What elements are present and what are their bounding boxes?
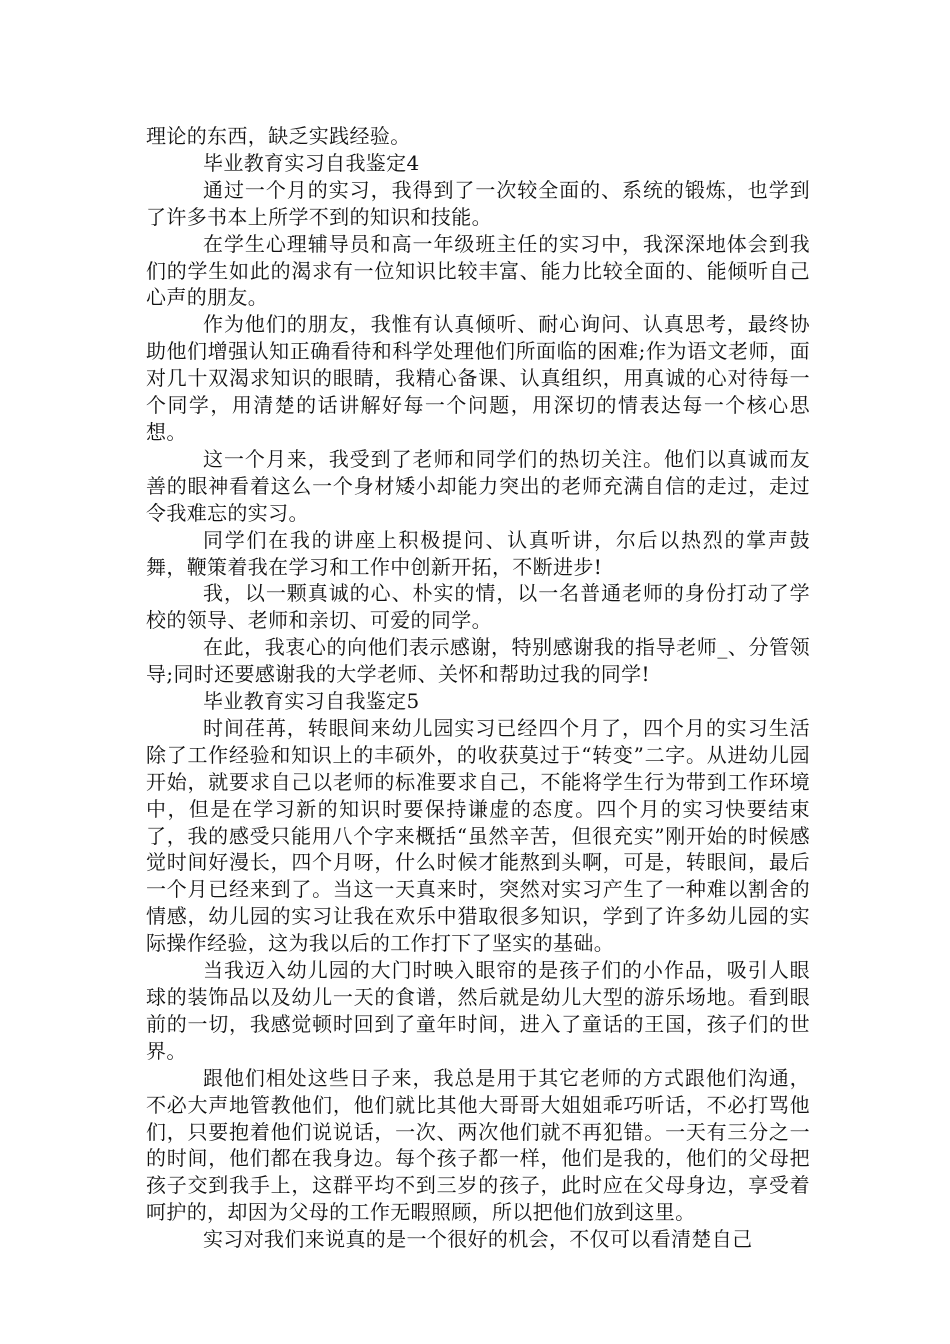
- paragraph-truncated: 实习对我们来说真的是一个很好的机会，不仅可以看清楚自己: [203, 1227, 753, 1252]
- paragraph: 同学们在我的讲座上积极提问、认真听讲，尔后以热烈的掌声鼓舞，鞭策着我在学习和工作中创新开拓，不断进步!: [146, 527, 810, 579]
- paragraph-continuation: 理论的东西，缺乏实践经验。: [146, 124, 411, 148]
- paragraph: 跟他们相处这些日子来，我总是用于其它老师的方式跟他们沟通，不必大声地管教他们，他们就比其他大哥哥大姐姐乖巧听话，不必打骂他们，只要抱着他们说说话，一次、两次他们就不再犯错。一天有三分之一的时间，他们都在我身边。每个孩子都一样，他们是我的，他们的父母把孩子交到我手上，这群平均不到三岁的孩子，此时应在父母身边，享受着呵护的，却因为父母的工作无暇照顾，所以把他们放到这里。: [146, 1065, 810, 1225]
- paragraph: 时间荏苒，转眼间来幼儿园实习已经四个月了，四个月的实习生活除了工作经验和知识上的丰硕外，的收获莫过于“转变”二字。从进幼儿园开始，就要求自己以老师的标准要求自己，不能将学生行为带到工作环境中，但是在学习新的知识时要保持谦虚的态度。四个月的实习快要结束了，我的感受只能用八个字来概括“虽然辛苦，但很充实”刚开始的时候感觉时间好漫长，四个月呀，什么时候才能熬到头啊，可是，转眼间，最后一个月已经来到了。当这一天真来时，突然对实习产生了一种难以割舍的情感，幼儿园的实习让我在欢乐中猎取很多知识，学到了许多幼儿园的实际操作经验，这为我以后的工作打下了坚实的基础。: [146, 715, 810, 956]
- paragraph: 在此，我衷心的向他们表示感谢，特别感谢我的指导老师_、分管领导;同时还要感谢我的大学老师、关怀和帮助过我的同学!: [146, 635, 810, 687]
- section-heading-5: 毕业教育实习自我鉴定5: [203, 689, 420, 714]
- section-heading-4: 毕业教育实习自我鉴定4: [203, 150, 420, 175]
- paragraph: 作为他们的朋友，我惟有认真倾听、耐心询问、认真思考，最终协助他们增强认知正确看待和科学处理他们所面临的困难;作为语文老师，面对几十双渴求知识的眼睛，我精心备课、认真组织，用真诚的心对待每一个同学，用清楚的话讲解好每一个问题，用深切的情表达每一个核心思想。: [146, 312, 810, 444]
- paragraph: 这一个月来，我受到了老师和同学们的热切关注。他们以真诚而友善的眼神看着这么一个身材矮小却能力突出的老师充满自信的走过，走过令我难忘的实习。: [146, 446, 810, 525]
- paragraph: 在学生心理辅导员和高一年级班主任的实习中，我深深地体会到我们的学生如此的渴求有一位知识比较丰富、能力比较全面的、能倾听自己心声的朋友。: [146, 231, 810, 310]
- paragraph: 我，以一颗真诚的心、朴实的情，以一名普通老师的身份打动了学校的领导、老师和亲切、可爱的同学。: [146, 581, 810, 633]
- document-body: [146, 123, 810, 1253]
- paragraph: 当我迈入幼儿园的大门时映入眼帘的是孩子们的小作品，吸引人眼球的装饰品以及幼儿一天的食谱，然后就是幼儿大型的游乐场地。看到眼前的一切，我感觉顿时回到了童年时间，进入了童话的王国，孩子们的世界。: [146, 958, 810, 1063]
- paragraph: 通过一个月的实习，我得到了一次较全面的、系统的锻炼，也学到了许多书本上所学不到的知识和技能。: [146, 177, 810, 229]
